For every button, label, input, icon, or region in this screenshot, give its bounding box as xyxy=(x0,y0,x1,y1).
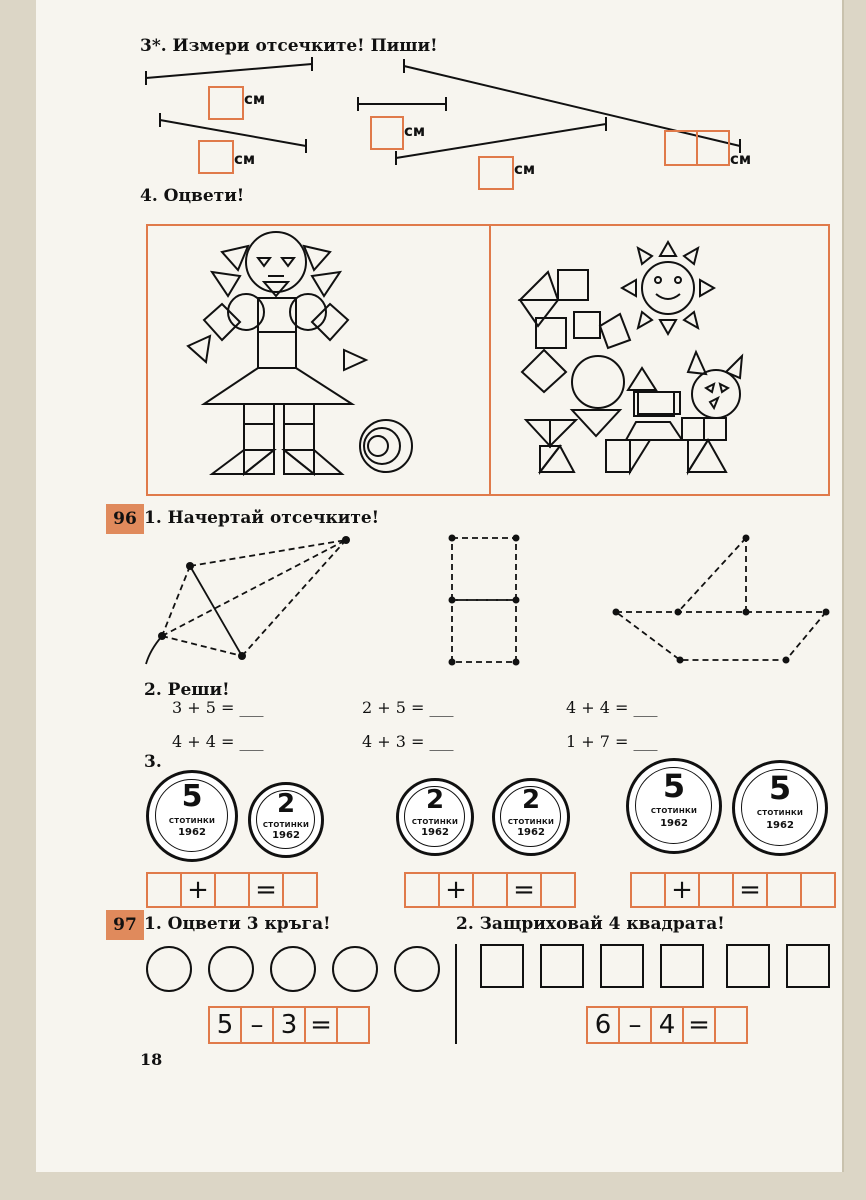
unit-cm-3: см xyxy=(404,122,426,140)
square-2[interactable] xyxy=(540,944,584,988)
coin-sum-box-1[interactable]: + = xyxy=(146,872,318,908)
coin-sum-box-2[interactable]: + = xyxy=(404,872,576,908)
equation-5[interactable]: 4 + 3 = ___ xyxy=(362,732,454,751)
coin-5-icon: 5 СТОТИНКИ 1962 xyxy=(626,758,722,854)
equation-6[interactable]: 1 + 7 = ___ xyxy=(566,732,658,751)
circle-1[interactable] xyxy=(146,946,192,992)
equation-1[interactable]: 3 + 5 = ___ xyxy=(172,698,264,717)
circle-2[interactable] xyxy=(208,946,254,992)
coin-5-icon: 5 СТОТИНКИ 1962 xyxy=(732,760,828,856)
circle-5[interactable] xyxy=(394,946,440,992)
column-divider xyxy=(455,944,457,1044)
equation-2[interactable]: 2 + 5 = ___ xyxy=(362,698,454,717)
equation-3[interactable]: 4 + 4 = ___ xyxy=(566,698,658,717)
unit-cm-1: см xyxy=(244,90,266,108)
square-5[interactable] xyxy=(726,944,770,988)
task96-2-title: 2. Реши! xyxy=(144,680,230,700)
circle-4[interactable] xyxy=(332,946,378,992)
unit-cm-5: см xyxy=(730,150,752,168)
unit-cm-4: см xyxy=(514,160,536,178)
subtraction-box-1[interactable]: 5 – 3 = xyxy=(208,1006,370,1044)
coin-5-icon: 5 СТОТИНКИ 1962 xyxy=(146,770,238,862)
equation-4[interactable]: 4 + 4 = ___ xyxy=(172,732,264,751)
coin-2-icon: 2 СТОТИНКИ 1962 xyxy=(492,778,570,856)
lesson-number-97: 97 xyxy=(106,910,144,940)
circle-3[interactable] xyxy=(270,946,316,992)
square-6[interactable] xyxy=(786,944,830,988)
unit-cm-2: см xyxy=(234,150,256,168)
task96-3-title: 3. xyxy=(144,752,162,772)
task97-2-title: 2. Защриховай 4 квадрата! xyxy=(456,914,725,934)
square-3[interactable] xyxy=(600,944,644,988)
task96-1-title: 1. Начертай отсечките! xyxy=(144,508,380,528)
task4-title: 4. Оцвети! xyxy=(140,186,245,206)
square-1[interactable] xyxy=(480,944,524,988)
square-4[interactable] xyxy=(660,944,704,988)
task97-1-title: 1. Оцвети 3 кръга! xyxy=(144,914,331,934)
subtraction-box-2[interactable]: 6 – 4 = xyxy=(586,1006,748,1044)
lesson-number-96: 96 xyxy=(106,504,144,534)
coin-2-icon: 2 СТОТИНКИ 1962 xyxy=(396,778,474,856)
coin-2-icon: 2 СТОТИНКИ 1962 xyxy=(248,782,324,858)
task3-title: 3*. Измери отсечките! Пиши! xyxy=(140,36,438,56)
page-number: 18 xyxy=(140,1050,163,1069)
coin-sum-box-3[interactable]: + = xyxy=(630,872,836,908)
